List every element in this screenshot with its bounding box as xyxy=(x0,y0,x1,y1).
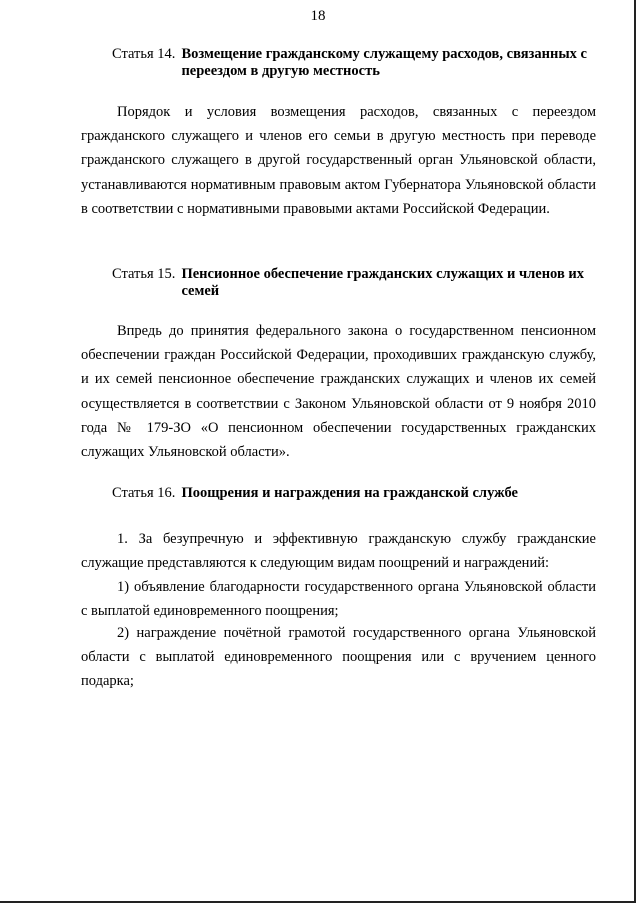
article-number: Статья 14. xyxy=(112,46,176,62)
article-number: Статья 15. xyxy=(112,266,176,282)
article-16-item-1: 1) объявление благодарности государственного органа Ульяновской области с выплатой единовременного поощрения; xyxy=(81,579,596,620)
article-15-heading xyxy=(112,266,592,300)
article-14-paragraph: Порядок и условия возмещения расходов, связанных с переездом гражданского служащего и членов его семьи в другую местность при переводе гражданского служащего в другой государственный орган Ульяновской области, устанавливаются нормативным правовым актом Губернатора Ульяновской области в соответствии с нормативными правовыми актами Российской Федерации. xyxy=(81,104,596,217)
article-title: Пенсионное обеспечение гражданских служащих и членов их семей xyxy=(181,266,585,299)
article-16-item-2: 2) награждение почётной грамотой государственного органа Ульяновской области с выплатой единовременного поощрения или с вручением ценного подарка; xyxy=(81,625,596,690)
article-title: Возмещение гражданскому служащему расходов, связанных с переездом в другую местность xyxy=(181,46,587,79)
article-15-paragraph: Впредь до принятия федерального закона о государственном пенсионном обеспечении граждан Российской Федерации, проходивших гражданскую службу, и их семей пенсионное обеспечение гражданских служащих и членов их семей осуществляется в соответствии с Законом Ульяновской области от 9 ноября 2010 года № 179-ЗО «О пенсионном обеспечении государственных гражданских служащих Ульяновской области». xyxy=(81,323,596,461)
article-16-paragraph-1: 1. За безупречную и эффективную гражданскую службу гражданские служащие представляются к следующим видам поощрений и награждений: xyxy=(81,531,596,572)
page-number: 18 xyxy=(310,8,326,24)
article-14-heading xyxy=(112,46,592,80)
article-16-heading xyxy=(112,485,592,502)
article-title: Поощрения и награждения на гражданской службе xyxy=(181,485,518,501)
article-number: Статья 16. xyxy=(112,485,176,501)
